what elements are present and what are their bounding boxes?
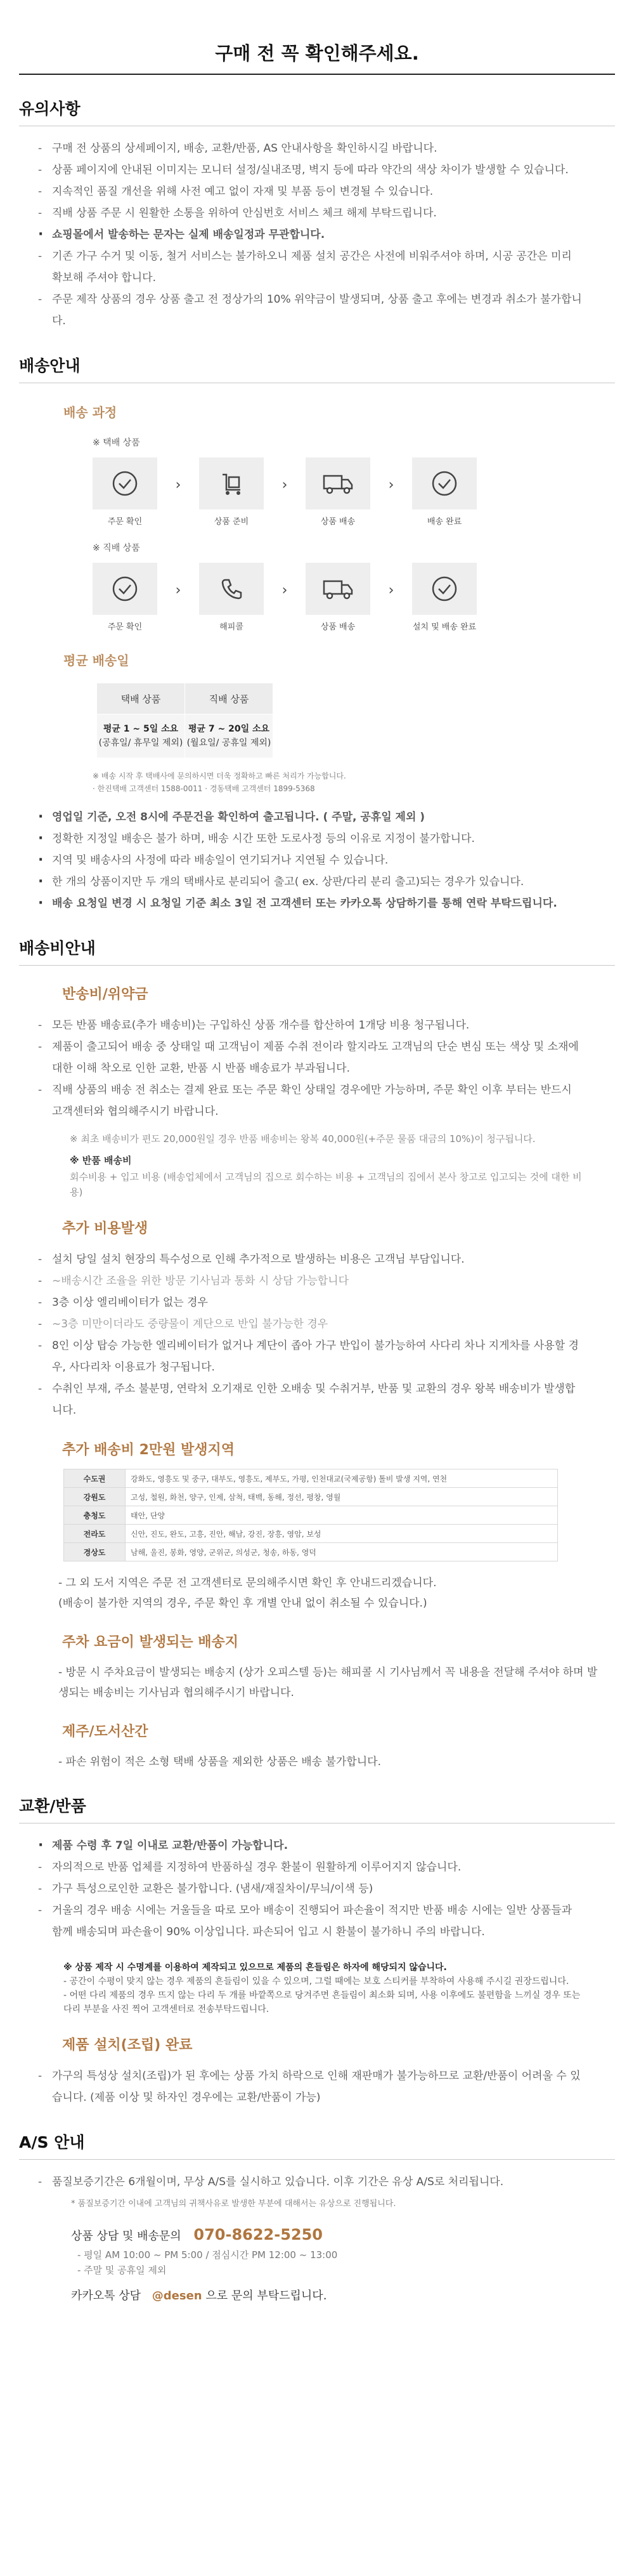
chevron-right-icon: › — [388, 582, 394, 598]
contact-label: 상품 상담 및 배송문의 — [71, 2230, 181, 2243]
list-item: · 제품 수령 후 7일 이내로 교환/반품이 가능합니다. — [38, 1835, 583, 1856]
return-note: ※ 최초 배송비가 편도 20,000원일 경우 반품 배송비는 왕복 40,000원(+주문 물품 대금의 10%)이 청구됩니다. — [70, 1133, 536, 1145]
fees-divider — [19, 965, 615, 966]
step-label: 주문 확인 — [107, 517, 143, 527]
extra-list — [38, 1249, 583, 1421]
check-circle-icon — [430, 575, 458, 603]
list-item: · 배송 요청일 변경 시 요청일 기준 최소 3일 전 고객센터 또는 카카오톡 상담하기를 통해 연락 부탁드립니다. — [38, 893, 583, 914]
parcel-label: ※ 택배 상품 — [93, 438, 140, 448]
notice-list — [38, 138, 583, 332]
cart-icon — [217, 470, 245, 497]
check-circle-icon — [111, 470, 139, 497]
chevron-right-icon: › — [175, 582, 181, 598]
jeju-text: - 파손 위험이 적은 소형 택배 상품을 제외한 상품은 배송 불가합니다. — [58, 1756, 381, 1768]
chevron-right-icon: › — [175, 476, 181, 493]
install-list — [38, 2065, 583, 2108]
return-fee-title: ※ 반품 배송비 — [70, 1155, 132, 1166]
list-item: - 구매 전 상품의 상세페이지, 배송, 교환/반품, AS 안내사항을 확인하시길 바랍니다. — [38, 138, 583, 159]
step-label: 주문 확인 — [107, 622, 143, 632]
list-item: - 가구 특성으로인한 교환은 불가합니다. (냄새/재질차이/무늬/이색 등) — [38, 1878, 583, 1900]
chevron-right-icon: › — [281, 582, 288, 598]
list-item: · 영업일 기준, 오전 8시에 주문건을 확인하여 출고됩니다. ( 주말, 공휴일 제외 ) — [38, 806, 583, 828]
table-row: 강원도 고성, 철원, 화천, 양구, 인제, 삼척, 태백, 동해, 정선, 평창, 영월 — [64, 1488, 558, 1506]
check-circle-icon — [430, 470, 458, 497]
table-row: 수도권 강화도, 영흥도 및 중구, 대부도, 영흥도, 제부도, 가평, 인천대교(국제공항) 톨비 발생 지역, 연천 — [64, 1469, 558, 1488]
region-note: - 그 외 도서 지역은 주문 전 고객센터로 문의해주시면 확인 후 안내드리겠습니다. (배송이 불가한 지역의 경우, 주문 확인 후 개별 안내 없이 취소될 수 있습니다.) — [58, 1577, 437, 1610]
table-row: 경상도 남해, 울진, 봉화, 영양, 군위군, 의성군, 청송, 하동, 영덕 — [64, 1543, 558, 1561]
as-list — [38, 2171, 583, 2193]
exchange-warning: ※ 상품 제작 시 수명계를 이용하여 제작되고 있으므로 제품의 흔들림은 하자에 해당되지 않습니다. - 공간이 수평이 맞지 않는 경우 제품의 흔들림이 있을 수 있으며, 그럴 때에는 보호 스티커를 부착하여 사용해 주시길 권장드립니다. - 어떤 다리 제품의 경우 뜨지 않는 다리 두 개를 바깥쪽으로 당겨주면 흔들림이 최소화 되며, 사용 이후에도 불편함을 느끼실 경우 또는 다리 부분을 사진 찍어 고객센터로 전송부탁드립니다. — [63, 1962, 581, 2014]
region-title: 추가 배송비 2만원 발생지역 — [62, 1442, 235, 1458]
chevron-right-icon: › — [388, 476, 394, 493]
list-item: · 쇼핑몰에서 발송하는 문자는 실제 배송일정과 무관합니다. — [38, 224, 583, 246]
list-item: - ~3층 미만이더라도 중량물이 계단으로 반입 불가능한 경우 — [38, 1313, 583, 1335]
page-title: 구매 전 꼭 확인해주세요. — [215, 43, 419, 64]
step — [93, 563, 157, 631]
step-label: 설치 및 배송 완료 — [412, 622, 477, 632]
table-row: 충청도 태안, 단양 — [64, 1506, 558, 1525]
contact-row — [71, 2226, 634, 2244]
table-header: 직배 상품 — [185, 683, 273, 714]
list-item: · 한 개의 상품이지만 두 개의 택배사로 분리되어 출고( ex. 상판/다리 분리 출고)되는 경우가 있습니다. — [38, 871, 583, 893]
install-title: 제품 설치(조립) 완료 — [62, 2037, 193, 2053]
step — [412, 563, 477, 631]
kakao-id[interactable]: @desen — [152, 2289, 202, 2303]
direct-flow — [93, 563, 634, 631]
parking-title: 주차 요금이 발생되는 배송지 — [62, 1634, 239, 1650]
phone-number[interactable]: 070-8622-5250 — [193, 2226, 323, 2244]
list-item: - 제품이 출고되어 배송 중 상태일 때 고객님이 제품 수취 전이라 할지라도 고객님의 단순 변심 또는 색상 및 소재에 대한 이해 착오로 인한 교환, 반품 시 반품 배송료가 부과됩니다. — [38, 1036, 583, 1079]
table-cell: 평균 1 ~ 5일 소요 (공휴일/ 휴무일 제외) — [97, 714, 185, 758]
list-item: - 거울의 경우 배송 시에는 거울들을 따로 모아 배송이 진행되어 파손율이 적지만 반품 배송 시에는 일반 상품들과 함께 배송되며 파손율이 90% 이상입니다. 파손되어 입고 시 환불이 불가하니 주의 바랍니다. — [38, 1900, 583, 1943]
as-divider — [19, 2159, 615, 2160]
step — [412, 457, 477, 526]
list-item: - 직배 상품의 배송 전 취소는 결제 완료 또는 주문 확인 상태일 경우에만 가능하며, 주문 확인 이후 부터는 반드시 고객센터와 협의해주시기 바랍니다. — [38, 1079, 583, 1122]
step-label: 상품 배송 — [320, 622, 356, 632]
list-item: - 직배 상품 주문 시 원활한 소통을 위하여 안심번호 서비스 체크 해제 부탁드립니다. — [38, 202, 583, 224]
fees-title: 배송비안내 — [19, 939, 96, 957]
region-table — [63, 1469, 558, 1561]
as-title: A/S 안내 — [19, 2133, 85, 2152]
list-item: - 자의적으로 반품 업체를 지정하여 반품하실 경우 환불이 원활하게 이루어지지 않습니다. — [38, 1856, 583, 1878]
delivery-list — [38, 806, 583, 914]
hours-list: - 평일 AM 10:00 ~ PM 5:00 / 점심시간 PM 12:00 ~ 13:00 - 주말 및 공휴일 제외 — [77, 2249, 338, 2276]
return-title: 반송비/위약금 — [62, 987, 148, 1002]
kakao-suffix: 으로 문의 부탁드립니다. — [205, 2289, 327, 2303]
table-cell: 평균 7 ~ 20일 소요 (월요일/ 공휴일 제외) — [185, 714, 273, 758]
exchange-title: 교환/반품 — [19, 1797, 86, 1815]
check-circle-icon — [111, 575, 139, 603]
parcel-flow — [93, 457, 634, 526]
chevron-right-icon: › — [281, 476, 288, 493]
step — [306, 457, 370, 526]
jeju-title: 제주/도서산간 — [62, 1724, 148, 1740]
step-label: 상품 배송 — [320, 517, 356, 527]
notice-title: 유의사항 — [19, 100, 81, 118]
phone-icon — [217, 575, 245, 603]
step-label: 배송 완료 — [427, 517, 462, 527]
kakao-row — [71, 2287, 634, 2303]
step-label: 상품 준비 — [214, 517, 249, 527]
direct-label: ※ 직배 상품 — [93, 543, 140, 553]
average-table — [96, 683, 273, 758]
list-item: - 기존 가구 수거 및 이동, 철거 서비스는 불가하오니 제품 설치 공간은 사전에 비워주셔야 하며, 시공 공간은 미리 확보해 주셔야 합니다. — [38, 246, 583, 289]
list-item: - 8인 이상 탑승 가능한 엘리베이터가 없거나 계단이 좁아 가구 반입이 불가능하여 사다리 차나 지게차를 사용할 경우, 사다리차 이용료가 청구됩니다. — [38, 1335, 583, 1378]
list-item: - ~배송시간 조율을 위한 방문 기사님과 통화 시 상담 가능합니다 — [38, 1270, 583, 1292]
step-label: 해피콜 — [219, 622, 243, 632]
list-item: - 설치 당일 설치 현장의 특수성으로 인해 추가적으로 발생하는 비용은 고객님 부담입니다. — [38, 1249, 583, 1270]
truck-icon — [321, 576, 354, 601]
kakao-label: 카카오톡 상담 — [71, 2289, 141, 2303]
extra-title: 추가 비용발생 — [62, 1221, 148, 1237]
exchange-divider — [19, 1823, 615, 1824]
as-note: * 품질보증기간 이내에 고객님의 귀책사유로 발생한 부분에 대해서는 유상으로 진행됩니다. — [71, 2199, 396, 2209]
list-item: - 가구의 특성상 설치(조립)가 된 후에는 상품 가치 하락으로 인해 재판매가 불가능하므로 교환/반품이 어려울 수 있습니다. (제품 이상 및 하자인 경우에는 교환/반품이 가능) — [38, 2065, 583, 2108]
truck-icon — [321, 471, 354, 496]
step — [306, 563, 370, 631]
step — [93, 457, 157, 526]
list-item: - 모든 반품 배송료(추가 배송비)는 구입하신 상품 개수를 합산하여 1개당 비용 청구됩니다. — [38, 1015, 583, 1036]
list-item: - 품질보증기간은 6개월이며, 무상 A/S를 실시하고 있습니다. 이후 기간은 유상 A/S로 처리됩니다. — [38, 2171, 583, 2193]
list-item: · 지역 및 배송사의 사정에 따라 배송일이 연기되거나 지연될 수 있습니다. — [38, 850, 583, 871]
delivery-small-notes: ※ 배송 시작 후 택배사에 문의하시면 더욱 정확하고 빠른 처리가 가능합니다. · 한진택배 고객센터 1588-0011 · 경동택배 고객센터 1899-5368 — [93, 772, 346, 793]
step — [199, 457, 264, 526]
parking-text: - 방문 시 주차요금이 발생되는 배송지 (상가 오피스텔 등)는 해피콜 시 기사님께서 꼭 내용을 전달해 주셔야 하며 발생되는 배송비는 기사님과 협의해주시기 바랍니다. — [58, 1666, 598, 1699]
average-title: 평균 배송일 — [63, 653, 129, 668]
return-list — [38, 1015, 583, 1122]
list-item: - 주문 제작 상품의 경우 상품 출고 전 정상가의 10% 위약금이 발생되며, 상품 출고 후에는 변경과 취소가 불가합니다. — [38, 289, 583, 332]
list-item: - 수취인 부재, 주소 불분명, 연락처 오기재로 인한 오배송 및 수취거부, 반품 및 교환의 경우 왕복 배송비가 발생합니다. — [38, 1378, 583, 1421]
return-fee-text: 회수비용 + 입고 비용 (배송업체에서 고객님의 집으로 회수하는 비용 + 고객님의 집에서 본사 창고로 입고되는 것에 대한 비용) — [70, 1171, 582, 1198]
list-item: - 지속적인 품질 개선을 위해 사전 예고 없이 자재 및 부품 등이 변경될 수 있습니다. — [38, 181, 583, 202]
list-item: · 정확한 지정일 배송은 불가 하며, 배송 시간 또한 도로사정 등의 이유로 지정이 불가합니다. — [38, 828, 583, 850]
table-header: 택배 상품 — [97, 683, 185, 714]
step — [199, 563, 264, 631]
table-row: 전라도 신안, 진도, 완도, 고흥, 진안, 해남, 강진, 장흥, 영암, 보성 — [64, 1525, 558, 1543]
title-divider — [19, 74, 615, 75]
list-item: - 상품 페이지에 안내된 이미지는 모니터 설정/실내조명, 벽지 등에 따라 약간의 색상 차이가 발생할 수 있습니다. — [38, 159, 583, 181]
exchange-list — [38, 1835, 583, 1943]
delivery-title: 배송안내 — [19, 357, 81, 375]
list-item: - 3층 이상 엘리베이터가 없는 경우 — [38, 1292, 583, 1313]
delivery-process-title: 배송 과정 — [63, 405, 117, 420]
